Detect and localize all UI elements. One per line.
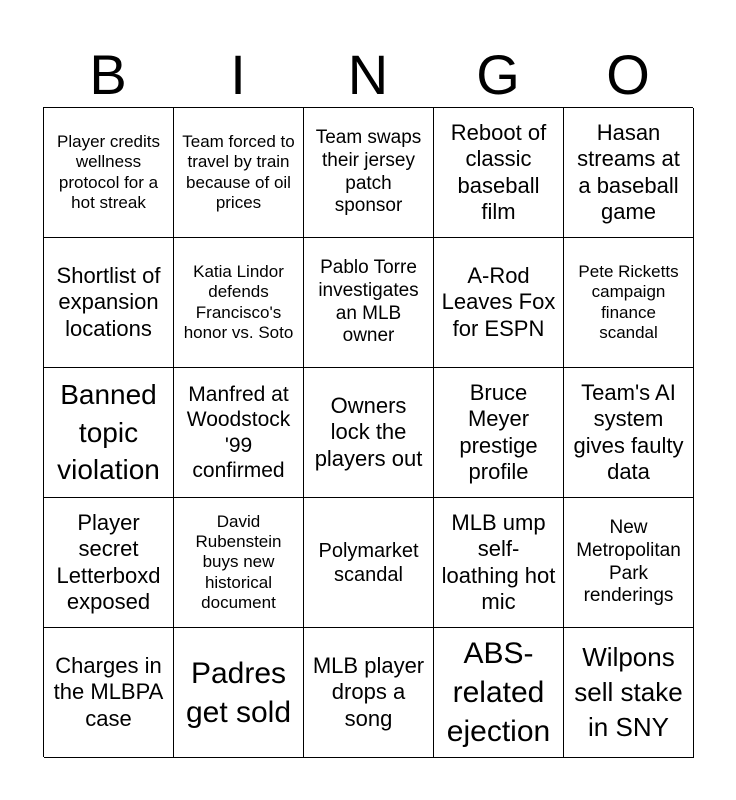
- bingo-cell[interactable]: Player secret Letterboxd exposed: [44, 498, 174, 628]
- bingo-cell[interactable]: Bruce Meyer prestige profile: [434, 368, 564, 498]
- bingo-cell[interactable]: MLB ump self-loathing hot mic: [434, 498, 564, 628]
- bingo-cell[interactable]: ABS-related ejection: [434, 628, 564, 758]
- bingo-cell[interactable]: Katia Lindor defends Francisco's honor vs. Soto: [174, 238, 304, 368]
- bingo-card: [43, 107, 693, 757]
- header-letter-n: N: [347, 42, 389, 106]
- bingo-cell[interactable]: New Metropolitan Park renderings: [564, 498, 694, 628]
- bingo-cell[interactable]: Team swaps their jersey patch sponsor: [304, 108, 434, 238]
- bingo-cell[interactable]: Pablo Torre investigates an MLB owner: [304, 238, 434, 368]
- bingo-cell[interactable]: Hasan streams at a baseball game: [564, 108, 694, 238]
- bingo-cell[interactable]: A-Rod Leaves Fox for ESPN: [434, 238, 564, 368]
- header-letter-b: B: [89, 42, 127, 106]
- bingo-cell[interactable]: Banned topic violation: [44, 368, 174, 498]
- bingo-cell[interactable]: Padres get sold: [174, 628, 304, 758]
- bingo-cell[interactable]: Owners lock the players out: [304, 368, 434, 498]
- bingo-cell[interactable]: Team's AI system gives faulty data: [564, 368, 694, 498]
- bingo-cell[interactable]: Shortlist of expansion locations: [44, 238, 174, 368]
- bingo-cell[interactable]: Pete Ricketts campaign finance scandal: [564, 238, 694, 368]
- bingo-cell[interactable]: Team forced to travel by train because of oil prices: [174, 108, 304, 238]
- bingo-cell[interactable]: Wilpons sell stake in SNY: [564, 628, 694, 758]
- bingo-cell[interactable]: David Rubenstein buys new historical document: [174, 498, 304, 628]
- header-letter-o: O: [606, 42, 650, 106]
- bingo-cell[interactable]: Polymarket scandal: [304, 498, 434, 628]
- header-letter-g: G: [476, 42, 520, 106]
- bingo-cell[interactable]: Charges in the MLBPA case: [44, 628, 174, 758]
- bingo-cell[interactable]: Manfred at Woodstock '99 confirmed: [174, 368, 304, 498]
- header-letter-i: I: [230, 42, 246, 106]
- bingo-cell[interactable]: MLB player drops a song: [304, 628, 434, 758]
- bingo-cell[interactable]: Player credits wellness protocol for a hot streak: [44, 108, 174, 238]
- bingo-header: [43, 40, 693, 108]
- bingo-cell[interactable]: Reboot of classic baseball film: [434, 108, 564, 238]
